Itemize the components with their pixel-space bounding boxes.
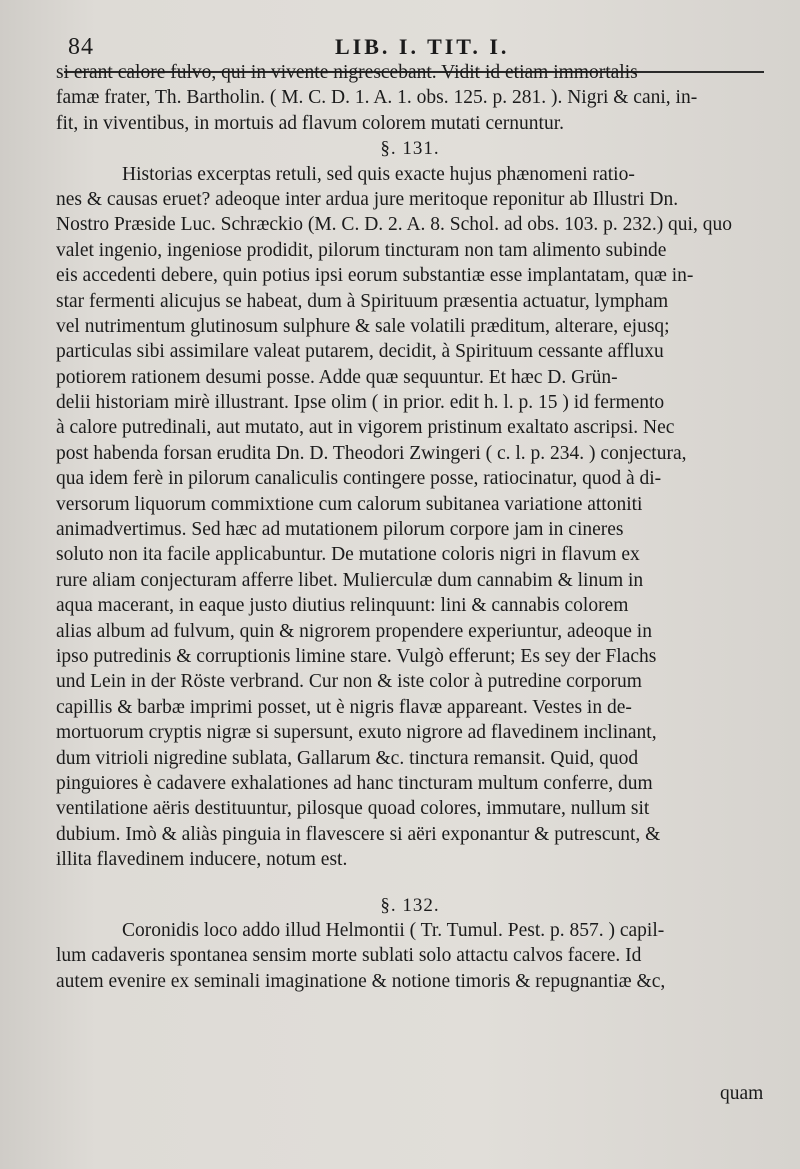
- text-line: à calore putredinali, aut mutato, aut in vigorem pristinum exaltato ascripsi. Nec: [56, 417, 675, 439]
- paragraph-section-131: [56, 162, 764, 873]
- text-line: potiorem rationem desumi posse. Adde quæ sequuntur. Et hæc D. Grün-: [56, 366, 618, 388]
- page-number: 84: [68, 34, 94, 60]
- text-line: dum vitrioli nigredine sublata, Gallarum &c. tinctura remansit. Quid, quod: [56, 747, 639, 769]
- text-line: ipso putredinis & corruptionis limine stare. Vulgò efferunt; Es sey der Flachs: [56, 645, 657, 667]
- text-line: post habenda forsan erudita Dn. D. Theodori Zwingeri ( c. l. p. 234. ) conjectura,: [56, 442, 687, 464]
- catchword: quam: [720, 1083, 764, 1104]
- text-line: vel nutrimentum glutinosum sulphure & sale volatili præditum, alterare, ejusq;: [56, 315, 670, 337]
- running-head: LIB. I. TIT. I.: [335, 34, 510, 59]
- text-line: famæ frater, Th. Bartholin. ( M. C. D. 1. A. 1. obs. 125. p. 281. ). Nigri & cani, in-: [56, 87, 698, 109]
- text-line: qua idem ferè in pilorum canaliculis contingere posse, ratiocinatur, quod à di-: [56, 468, 662, 490]
- text-line: eis accedenti debere, quin potius ipsi eorum substantiæ esse implantatam, quæ in-: [56, 265, 694, 287]
- text-line: pinguiores è cadavere exhalationes ad hanc tincturam multum conferre, dum: [56, 772, 653, 794]
- text-line: alias album ad fulvum, quin & nigrorem propendere experiuntur, adeoque in: [56, 620, 652, 642]
- text-line: Coronidis loco addo illud Helmontii ( Tr. Tumul. Pest. p. 857. ) capil-: [122, 919, 665, 941]
- section-heading-132: §. 132.: [380, 894, 440, 916]
- text-line: valet ingenio, ingeniose prodidit, pilorum tincturam non tam alimento subinde: [56, 239, 667, 261]
- text-line: soluto non ita facile applicabuntur. De mutatione coloris nigri in flavum ex: [56, 544, 640, 566]
- text-line: ventilatione aëris destituuntur, pilosque quoad colores, immutare, nullum sit: [56, 798, 650, 820]
- section-heading-131: §. 131.: [380, 138, 440, 160]
- text-line: illita flavedinem inducere, notum est.: [56, 849, 348, 871]
- text-line: lum cadaveris spontanea sensim morte sublati solo attactu calvos facere. Id: [56, 945, 642, 967]
- paragraph-section-132: [56, 918, 764, 994]
- text-line: versorum liquorum commixtione cum calorum subitanea variatione attoniti: [56, 493, 643, 515]
- text-line: Nostro Præside Luc. Schræckio (M. C. D. 2. A. 8. Schol. ad obs. 103. p. 232.) qui, quo: [56, 214, 732, 236]
- text-line: und Lein in der Röste verbrand. Cur non & iste color à putredine corporum: [56, 671, 642, 693]
- text-line: Historias excerptas retuli, sed quis exacte hujus phænomeni ratio-: [122, 163, 635, 185]
- text-line: rure aliam conjecturam afferre libet. Mulierculæ dum cannabim & linum in: [56, 569, 644, 591]
- text-line: fit, in viventibus, in mortuis ad flavum colorem mutati cernuntur.: [56, 112, 564, 134]
- text-line: dubium. Imò & aliàs pinguia in flavescere si aëri exponantur & putrescunt, &: [56, 823, 661, 845]
- text-line: nes & causas eruet? adeoque inter ardua jure meritoque reponitur ab Illustri Dn.: [56, 188, 679, 210]
- body-text: [56, 60, 764, 994]
- text-line: capillis & barbæ imprimi posset, ut è nigris flavæ appareant. Vestes in de-: [56, 696, 632, 718]
- text-line: delii historiam mirè illustrant. Ipse olim ( in prior. edit h. l. p. 15 ) id fermento: [56, 392, 665, 414]
- text-line: autem evenire ex seminali imaginatione & notione timoris & repugnantiæ &c,: [56, 970, 666, 992]
- text-line: star fermenti alicujus se habeat, dum à Spirituum præsentia actuatur, lympham: [56, 290, 669, 312]
- text-line: si erant calore fulvo, qui in vivente nigrescebant. Vidit id etiam immortalis: [56, 62, 638, 83]
- text-line: mortuorum cryptis nigræ si supersunt, exuto nigrore ad flavedinem inclinant,: [56, 722, 657, 744]
- paragraph-continuation: [56, 60, 764, 136]
- text-line: aqua macerant, in eaque justo diutius relinquunt: lini & cannabis colorem: [56, 595, 629, 617]
- page-header: [0, 22, 800, 58]
- text-line: animadvertimus. Sed hæc ad mutationem pilorum corpore jam in cineres: [56, 519, 624, 541]
- text-line: particulas sibi assimilare valeat putarem, decidit, à Spirituum cessante affluxu: [56, 341, 664, 363]
